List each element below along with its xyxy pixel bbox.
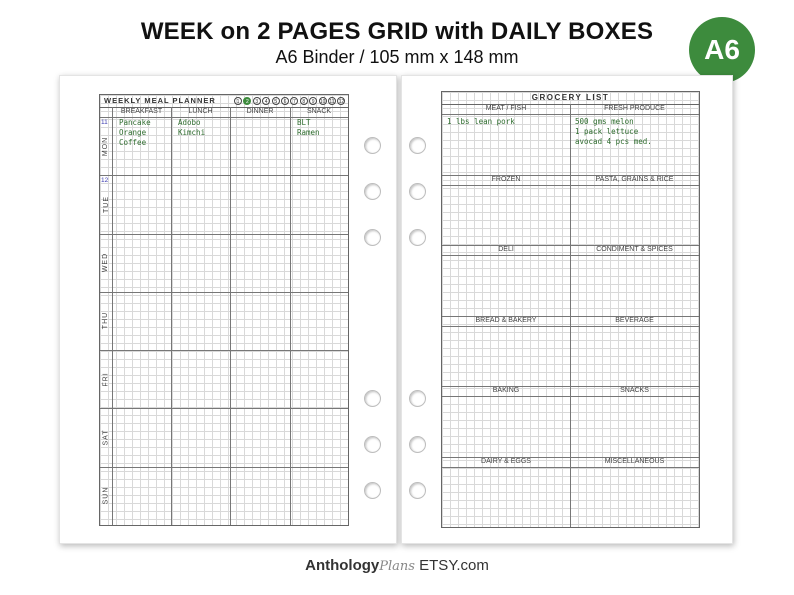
right-page [401, 75, 733, 544]
weekly-meal-planner [99, 94, 349, 526]
day-divider [100, 350, 348, 351]
footer [0, 557, 794, 574]
grocery-category-header: BEVERAGE [570, 316, 699, 327]
day-name: TUE [102, 195, 110, 213]
binder-hole [364, 482, 381, 499]
meal-entry: Adobo [178, 118, 201, 127]
day-divider [100, 292, 348, 293]
grocery-category-header: PASTA, GRAINS & RICE [570, 175, 699, 186]
day-divider [100, 175, 348, 176]
size-badge: A6 [689, 17, 755, 83]
column-header-lunch: LUNCH [171, 107, 230, 118]
grocery-list [441, 91, 700, 528]
binder-hole [364, 183, 381, 200]
grocery-category-header: SNACKS [570, 386, 699, 397]
grocery-title: GROCERY LIST [442, 92, 699, 105]
week-number-circle: 7 [290, 97, 298, 105]
grocery-category-header: BAKING [442, 386, 570, 397]
day-name: SAT [102, 429, 110, 446]
day-label-sat [100, 408, 112, 466]
column-divider [230, 107, 231, 525]
day-number: 12 [101, 177, 109, 185]
left-page [59, 75, 397, 544]
page-subtitle: A6 Binder / 105 mm x 148 mm [275, 47, 519, 67]
week-number-circle: 8 [300, 97, 308, 105]
day-divider [100, 408, 348, 409]
week-number-circle: 5 [272, 97, 280, 105]
week-number-circle: 12 [338, 98, 345, 105]
column-header-dinner: DINNER [230, 107, 290, 118]
week-number-circle: 6 [281, 97, 289, 105]
day-divider [100, 234, 348, 235]
grocery-category-header: DELI [442, 245, 570, 256]
binder-hole [409, 436, 426, 453]
footer-brand-script: Plans [379, 559, 415, 574]
binder-hole [409, 482, 426, 499]
week-number-circle: 3 [253, 97, 261, 105]
binder-hole [409, 390, 426, 407]
grocery-category-header: BREAD & BAKERY [442, 316, 570, 327]
day-name: WED [102, 253, 110, 273]
day-name: THU [102, 312, 110, 330]
grocery-category-header: FROZEN [442, 175, 570, 186]
grocery-category-header: DAIRY & EGGS [442, 457, 570, 468]
binder-hole [409, 229, 426, 246]
binder-hole [364, 229, 381, 246]
week-number-circle: 1 [234, 97, 242, 105]
grocery-item: 1 lbs lean pork [447, 117, 515, 126]
day-divider [100, 467, 348, 468]
week-number-circle: 4 [262, 97, 270, 105]
column-divider [171, 107, 172, 525]
footer-site: ETSY.com [419, 557, 489, 574]
day-name: FRI [102, 372, 110, 387]
meal-entry: Coffee [119, 138, 147, 147]
footer-brand: Anthology [305, 557, 380, 574]
week-number-circle: 2 [243, 97, 251, 105]
day-label-wed [100, 234, 112, 292]
binder-hole [364, 436, 381, 453]
grocery-item: 500 gms melon [575, 117, 634, 126]
day-label-thu [100, 292, 112, 350]
grocery-category-header: MISCELLANEOUS [570, 457, 699, 468]
grocery-category-header: FRESH PRODUCE [570, 104, 699, 115]
meal-entry: Orange [119, 128, 147, 137]
day-label-sun [100, 467, 112, 525]
week-number-circle: 10 [319, 98, 326, 105]
week-number-circle: 9 [309, 97, 317, 105]
week-number-circle: 11 [329, 98, 335, 105]
column-header-snack: SNACK [290, 107, 348, 118]
binder-hole [409, 183, 426, 200]
column-divider [112, 107, 113, 525]
day-name: SUN [102, 486, 110, 505]
planner-title: WEEKLY MEAL PLANNER [104, 96, 216, 105]
page-title: WEEK on 2 PAGES GRID with DAILY BOXES [140, 18, 654, 45]
column-header-breakfast: BREAKFAST [112, 107, 171, 118]
grocery-category-header: MEAT / FISH [442, 104, 570, 115]
meal-entry: Ramen [297, 128, 320, 137]
meal-entry: Kimchi [178, 128, 206, 137]
day-name: MON [102, 136, 110, 156]
binder-hole [364, 390, 381, 407]
day-number: 11 [101, 119, 108, 126]
binder-hole [364, 137, 381, 154]
meal-entry: BLT [297, 118, 311, 127]
day-label-fri [100, 350, 112, 408]
meal-entry: Pancake [119, 118, 151, 127]
column-divider [290, 107, 291, 525]
grocery-item: 1 pack lettuce [575, 127, 639, 136]
grocery-category-header: CONDIMENT & SPICES [570, 245, 699, 256]
grocery-item: avocad 4 pcs med. [575, 137, 652, 146]
binder-hole [409, 137, 426, 154]
